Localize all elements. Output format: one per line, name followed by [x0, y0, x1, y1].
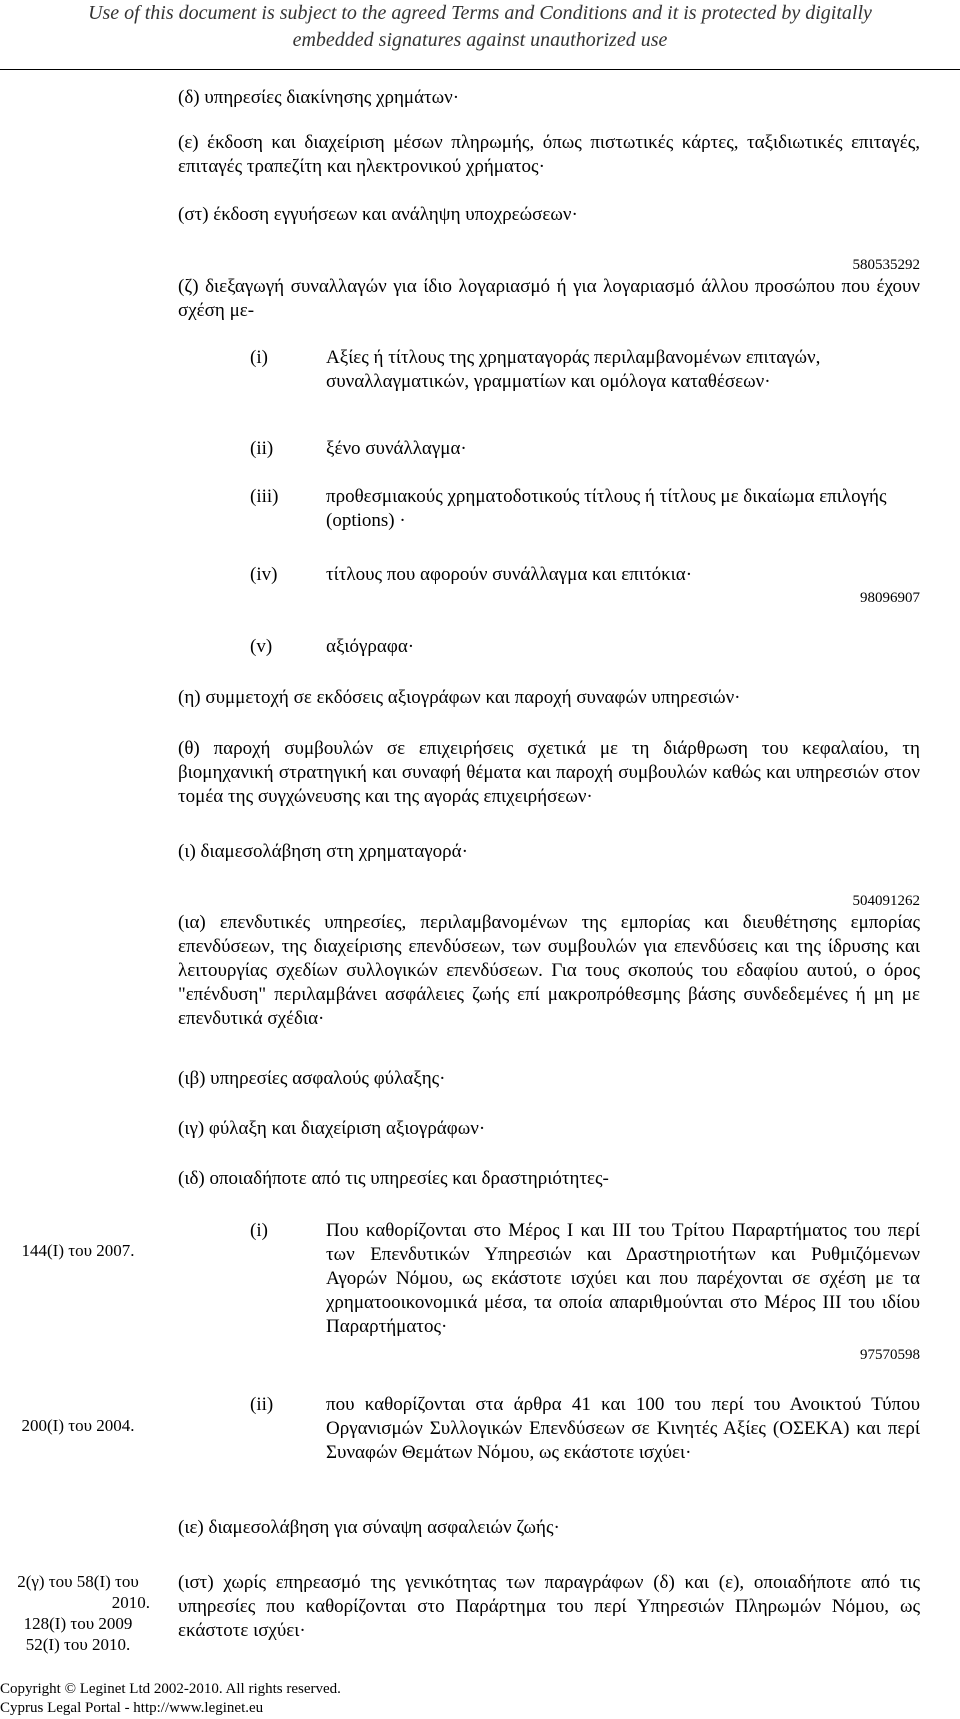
margin-note: 144(Ι) του 2007. — [21, 1241, 135, 1260]
margin-note-line: 2010. — [111, 1593, 150, 1612]
margin-note-line: 2(γ) του 58(Ι) του — [17, 1572, 139, 1591]
paragraph-ig: (ιγ) φύλαξη και διαχείριση αξιογράφων· — [178, 1118, 486, 1139]
paragraph-ie: (ιε) διαμεσολάβηση για σύναψη ασφαλειών ζωής· — [178, 1517, 560, 1538]
margin-note-line: 52(Ι) του 2010. — [25, 1635, 131, 1654]
paragraph-d: (δ) υπηρεσίες διακίνησης χρημάτων· — [178, 87, 460, 108]
list-item-number: (i) — [250, 347, 268, 368]
list-item-text: που καθορίζονται στα άρθρα 41 και 100 του περί του Ανοικτού Τύπου Οργανισμών Συλλογικών Επενδύσεων σε Κινητές Αξίες (ΟΣΕΚΑ) και περί Συναφών Θεμάτων Νόμου, ως εκάστοτε ισχύει· — [326, 1394, 920, 1463]
list-item-text: Που καθορίζονται στο Μέρος Ι και ΙΙΙ του Τρίτου Παραρτήματος του περί των Επενδυτικών Υπηρεσιών και Δραστηριοτήτων και Ρυθμιζόμενων Αγορών Νόμου, ως εκάστοτε ισχύει και που παρέχονται σε σχέση με τα χρηματοοικονομικά μέσα, τα οποία απαριθμούνται στο Μέρος ΙΙΙ του ιδίου Παραρτήματος· — [326, 1220, 920, 1337]
list-item-text: Αξίες ή τίτλους της χρηματαγοράς περιλαμβανομένων επιταγών, συναλλαγματικών, γραμματίων και ομόλογα καταθέσεων· — [326, 347, 821, 392]
reference-number: 98096907 — [860, 590, 920, 606]
header-divider — [0, 69, 960, 70]
list-item-text: αξιόγραφα· — [326, 636, 415, 657]
paragraph-e: (ε) έκδοση και διαχείριση μέσων πληρωμής, όπως πιστωτικές κάρτες, ταξιδιωτικές επιταγές, επιταγές τραπεζίτη και ηλεκτρονικού χρήματος· — [178, 132, 920, 177]
paragraph-th: (θ) παροχή συμβουλών σε επιχειρήσεις σχετικά με τη διάρθρωση του κεφαλαίου, τη βιομηχανική στρατηγική και συναφή θέματα και παροχή συμβουλών καθώς και υπηρεσιών στον τομέα της συγχώνευσης και της αγοράς επιχειρήσεων· — [178, 738, 920, 807]
list-item-number: (iv) — [250, 564, 278, 585]
list-item-number: (iii) — [250, 486, 279, 507]
margin-note: 200(Ι) του 2004. — [21, 1416, 135, 1435]
list-item-text: τίτλους που αφορούν συνάλλαγμα και επιτόκια· — [326, 564, 693, 585]
paragraph-id: (ιδ) οποιαδήποτε από τις υπηρεσίες και δραστηριότητες- — [178, 1168, 609, 1189]
paragraph-ia: (ια) επενδυτικές υπηρεσίες, περιλαμβανομένων της εμπορίας και διευθέτησης εμπορίας επενδύσεων, της διαχείρισης επενδύσεων, των συμβουλών για επενδύσεις και της ίδρυσης και λειτουργίας σχεδίων συλλογικών επενδύσεων. Για τους σκοπούς του εδαφίου αυτού, ο όρος "επένδυση" περιλαμβάνει ασφάλειες ζωής επί μακροπρόθεσμης βάσης συνδεδεμένες ή μη με επενδυτικά σχέδια· — [178, 912, 920, 1029]
header-line-1: Use of this document is subject to the agreed Terms and Conditions and it is protected by digitally — [88, 2, 872, 24]
reference-number: 580535292 — [852, 257, 920, 273]
list-item-number: (ii) — [250, 1394, 274, 1415]
reference-number: 504091262 — [852, 893, 920, 909]
paragraph-ib: (ιβ) υπηρεσίες ασφαλούς φύλαξης· — [178, 1068, 446, 1089]
list-item-text: ξένο συνάλλαγμα· — [326, 438, 467, 459]
list-item-number: (v) — [250, 636, 273, 657]
list-item-text: προθεσμιακούς χρηματοδοτικούς τίτλους ή τίτλους με δικαίωμα επιλογής (options) · — [326, 486, 887, 531]
paragraph-h: (η) συμμετοχή σε εκδόσεις αξιογράφων και παροχή συναφών υπηρεσιών· — [178, 687, 741, 708]
margin-note-line: 128(Ι) του 2009 — [23, 1614, 133, 1633]
margin-note-group — [0, 1571, 156, 1655]
reference-number: 97570598 — [860, 1347, 920, 1363]
list-item-number: (ii) — [250, 438, 274, 459]
paragraph-z: (ζ) διεξαγωγή συναλλαγών για ίδιο λογαριασμό ή για λογαριασμό άλλου προσώπου που έχουν σχέση με- — [178, 276, 920, 321]
footer-portal: Cyprus Legal Portal - http://www.leginet.eu — [0, 1700, 264, 1716]
footer-copyright: Copyright © Leginet Ltd 2002-2010. All rights reserved. — [0, 1681, 341, 1697]
paragraph-st: (στ) έκδοση εγγυήσεων και ανάληψη υποχρεώσεων· — [178, 204, 578, 225]
list-item-number: (i) — [250, 1220, 268, 1241]
header-line-2: embedded signatures against unauthorized use — [292, 29, 668, 51]
paragraph-i: (ι) διαμεσολάβηση στη χρηματαγορά· — [178, 841, 468, 862]
page-footer — [0, 1680, 341, 1718]
document-header — [0, 0, 960, 54]
paragraph-ist: (ιστ) χωρίς επηρεασμό της γενικότητας των παραγράφων (δ) και (ε), οποιαδήποτε από τις υπηρεσίες που καθορίζονται στο Παράρτημα του περί Υπηρεσιών Πληρωμών Νόμου, ως εκάστοτε ισχύει· — [178, 1572, 920, 1641]
